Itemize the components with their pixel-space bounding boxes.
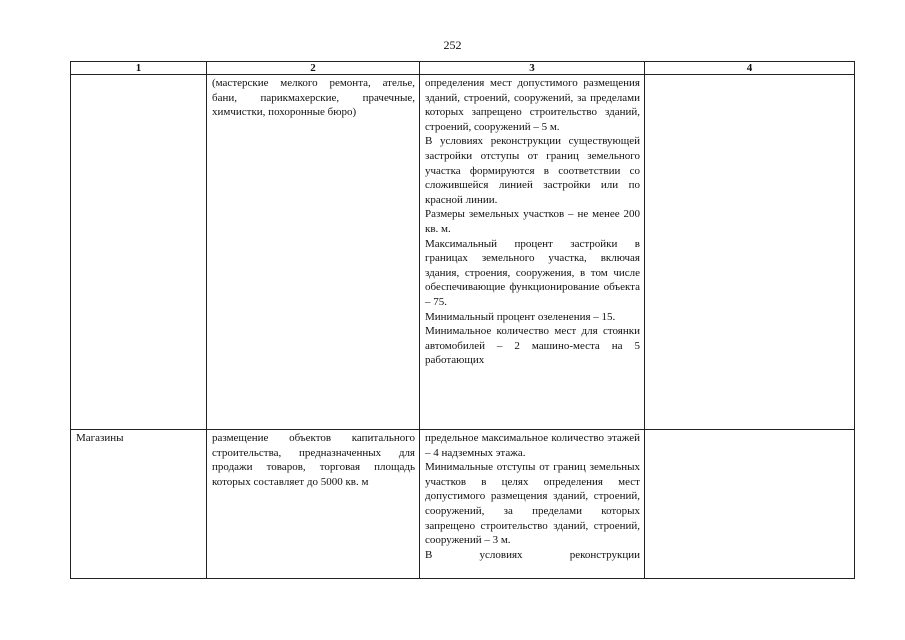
column-header-1: 1 — [71, 62, 207, 75]
table-cell-notes — [645, 75, 855, 430]
table-cell-description — [207, 430, 420, 579]
table-row — [71, 430, 855, 579]
table-cell-use-type — [71, 75, 207, 430]
parameter-paragraph: Минимальный процент озеленения – 15. — [425, 310, 616, 323]
parameter-paragraph: Минимальные отступы от границ земельных участков в целях определения мест допустимого размещения зданий, строений, сооружений, за пределами которых запрещено строительство зданий, строений, сооружений – 3 м. — [425, 461, 640, 547]
use-type-label: Магазины — [76, 432, 124, 444]
parameter-paragraph: Максимальный процент застройки в границах земельного участка, включая здания, строения, сооружения, в том числе обеспечивающие функционирование объекта – 75. — [425, 237, 640, 308]
column-header-2: 2 — [207, 62, 420, 75]
column-header-4: 4 — [645, 62, 855, 75]
table-cell-parameters — [420, 75, 645, 430]
table-header-row — [71, 62, 855, 75]
page-number: 252 — [443, 38, 462, 52]
parameter-paragraph: В условиях реконструкции существующей застройки отступы от границ земельного участка формируются в соответствии со сложившейся линией застройки или по красной линии. — [425, 135, 640, 206]
table-cell-parameters — [420, 430, 645, 579]
table-cell-description — [207, 75, 420, 430]
parameter-paragraph: определения мест допустимого размещения зданий, строений, сооружений, за пределами которых запрещено строительство зданий, строений, сооружений – 5 м. — [425, 77, 640, 133]
parameter-paragraph: предельное максимальное количество этажей – 4 надземных этажа. — [425, 432, 640, 459]
column-header-3: 3 — [420, 62, 645, 75]
parameter-paragraph: В условиях реконструкции — [425, 548, 640, 561]
description-text: (мастерские мелкого ремонта, ателье, бани, парикмахерские, прачечные, химчистки, похоронные бюро) — [212, 77, 415, 119]
parameter-paragraph: Размеры земельных участков – не менее 200 кв. м. — [425, 208, 640, 235]
zoning-table — [70, 61, 855, 579]
description-text: размещение объектов капитального строительства, предназначенных для продажи товаров, торговая площадь которых составляет до 5000 кв. м — [212, 432, 415, 488]
table-cell-use-type — [71, 430, 207, 579]
parameter-paragraph: Минимальное количество мест для стоянки автомобилей – 2 машино-места на 5 работающих — [425, 325, 640, 367]
table-row — [71, 75, 855, 430]
table-cell-notes — [645, 430, 855, 579]
